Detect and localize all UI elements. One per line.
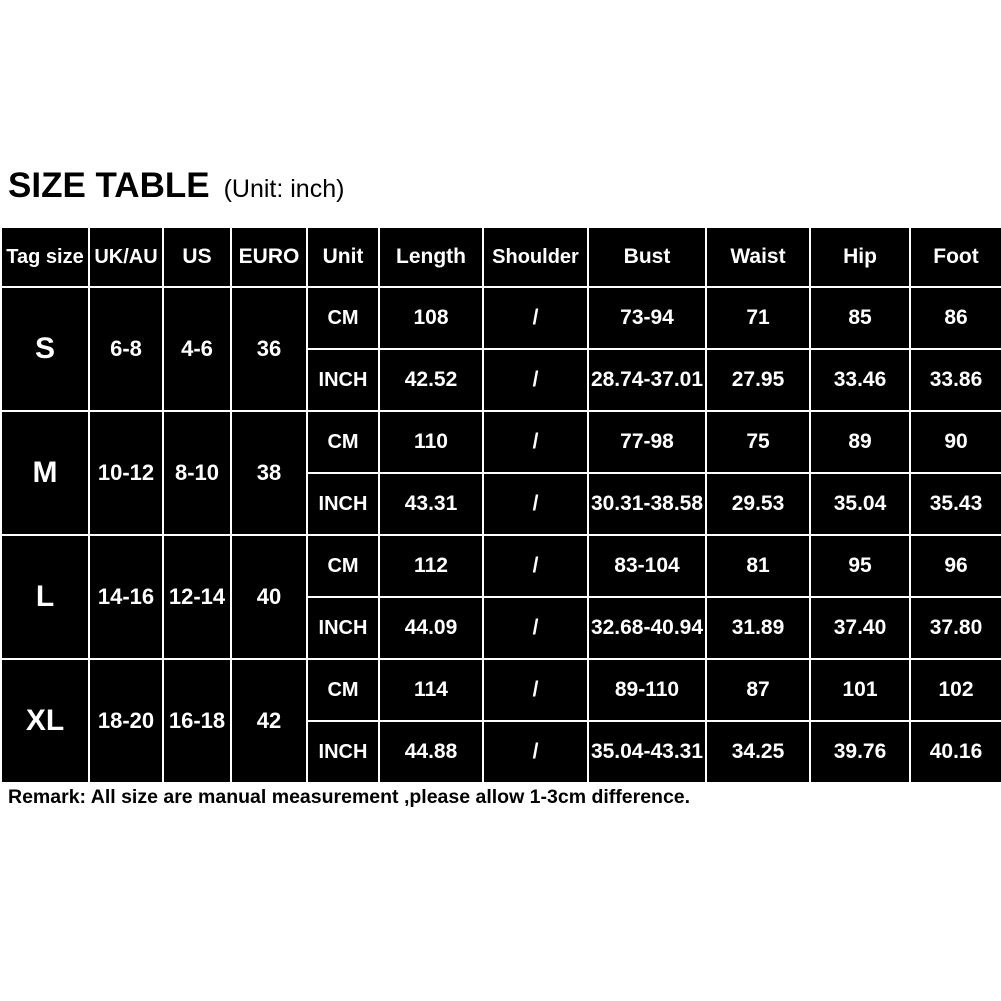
page-title: SIZE TABLE (8, 166, 210, 205)
table-head (1, 227, 1001, 287)
header-unit: Unit (307, 227, 379, 287)
cell-hip: 101 (810, 659, 910, 721)
cell-foot: 35.43 (910, 473, 1001, 535)
cell-hip: 85 (810, 287, 910, 349)
cell-euro: 42 (231, 659, 307, 783)
cell-hip: 39.76 (810, 721, 910, 783)
cell-shoulder: / (483, 721, 588, 783)
cell-euro: 40 (231, 535, 307, 659)
size-table (0, 226, 1001, 784)
cell-hip: 33.46 (810, 349, 910, 411)
cell-bust: 35.04-43.31 (588, 721, 706, 783)
cell-shoulder: / (483, 287, 588, 349)
cell-foot: 90 (910, 411, 1001, 473)
cell-bust: 30.31-38.58 (588, 473, 706, 535)
cell-foot: 33.86 (910, 349, 1001, 411)
cell-bust: 89-110 (588, 659, 706, 721)
cell-foot: 86 (910, 287, 1001, 349)
header-euro: EURO (231, 227, 307, 287)
header-foot: Foot (910, 227, 1001, 287)
cell-euro: 38 (231, 411, 307, 535)
cell-hip: 95 (810, 535, 910, 597)
header-bust: Bust (588, 227, 706, 287)
cell-us: 4-6 (163, 287, 231, 411)
cell-length: 112 (379, 535, 483, 597)
cell-length: 44.09 (379, 597, 483, 659)
cell-length: 110 (379, 411, 483, 473)
cell-unit: CM (307, 287, 379, 349)
cell-bust: 32.68-40.94 (588, 597, 706, 659)
cell-us: 12-14 (163, 535, 231, 659)
cell-shoulder: / (483, 473, 588, 535)
cell-shoulder: / (483, 349, 588, 411)
cell-waist: 71 (706, 287, 810, 349)
cell-hip: 89 (810, 411, 910, 473)
cell-unit: CM (307, 659, 379, 721)
cell-bust: 77-98 (588, 411, 706, 473)
cell-bust: 73-94 (588, 287, 706, 349)
header-length: Length (379, 227, 483, 287)
cell-unit: INCH (307, 349, 379, 411)
cell-length: 114 (379, 659, 483, 721)
cell-length: 108 (379, 287, 483, 349)
cell-bust: 28.74-37.01 (588, 349, 706, 411)
cell-unit: INCH (307, 597, 379, 659)
cell-foot: 96 (910, 535, 1001, 597)
title-unit-note: (Unit: inch) (223, 175, 345, 203)
cell-unit: CM (307, 411, 379, 473)
cell-shoulder: / (483, 659, 588, 721)
size-table-container (0, 226, 1001, 784)
cell-tag-size: XL (1, 659, 89, 783)
cell-uk-au: 10-12 (89, 411, 163, 535)
table-row (1, 535, 1001, 597)
cell-unit: INCH (307, 473, 379, 535)
cell-foot: 102 (910, 659, 1001, 721)
cell-length: 42.52 (379, 349, 483, 411)
remark-text: Remark: All size are manual measurement ,please allow 1-3cm difference. (8, 786, 691, 808)
cell-foot: 40.16 (910, 721, 1001, 783)
header-waist: Waist (706, 227, 810, 287)
cell-shoulder: / (483, 535, 588, 597)
cell-hip: 35.04 (810, 473, 910, 535)
cell-waist: 31.89 (706, 597, 810, 659)
cell-unit: INCH (307, 721, 379, 783)
cell-length: 44.88 (379, 721, 483, 783)
cell-length: 43.31 (379, 473, 483, 535)
cell-tag-size: S (1, 287, 89, 411)
cell-uk-au: 6-8 (89, 287, 163, 411)
header-hip: Hip (810, 227, 910, 287)
cell-us: 8-10 (163, 411, 231, 535)
cell-uk-au: 14-16 (89, 535, 163, 659)
cell-bust: 83-104 (588, 535, 706, 597)
cell-unit: CM (307, 535, 379, 597)
cell-hip: 37.40 (810, 597, 910, 659)
cell-tag-size: L (1, 535, 89, 659)
table-body (1, 287, 1001, 783)
cell-us: 16-18 (163, 659, 231, 783)
header-uk-au: UK/AU (89, 227, 163, 287)
header-tag-size: Tag size (1, 227, 89, 287)
cell-waist: 81 (706, 535, 810, 597)
table-row (1, 659, 1001, 721)
cell-waist: 75 (706, 411, 810, 473)
cell-shoulder: / (483, 597, 588, 659)
cell-waist: 27.95 (706, 349, 810, 411)
table-row (1, 411, 1001, 473)
cell-tag-size: M (1, 411, 89, 535)
cell-uk-au: 18-20 (89, 659, 163, 783)
cell-foot: 37.80 (910, 597, 1001, 659)
header-us: US (163, 227, 231, 287)
cell-waist: 34.25 (706, 721, 810, 783)
cell-euro: 36 (231, 287, 307, 411)
table-row (1, 287, 1001, 349)
title-row (8, 168, 344, 203)
header-row (1, 227, 1001, 287)
cell-shoulder: / (483, 411, 588, 473)
cell-waist: 29.53 (706, 473, 810, 535)
cell-waist: 87 (706, 659, 810, 721)
header-shoulder: Shoulder (483, 227, 588, 287)
